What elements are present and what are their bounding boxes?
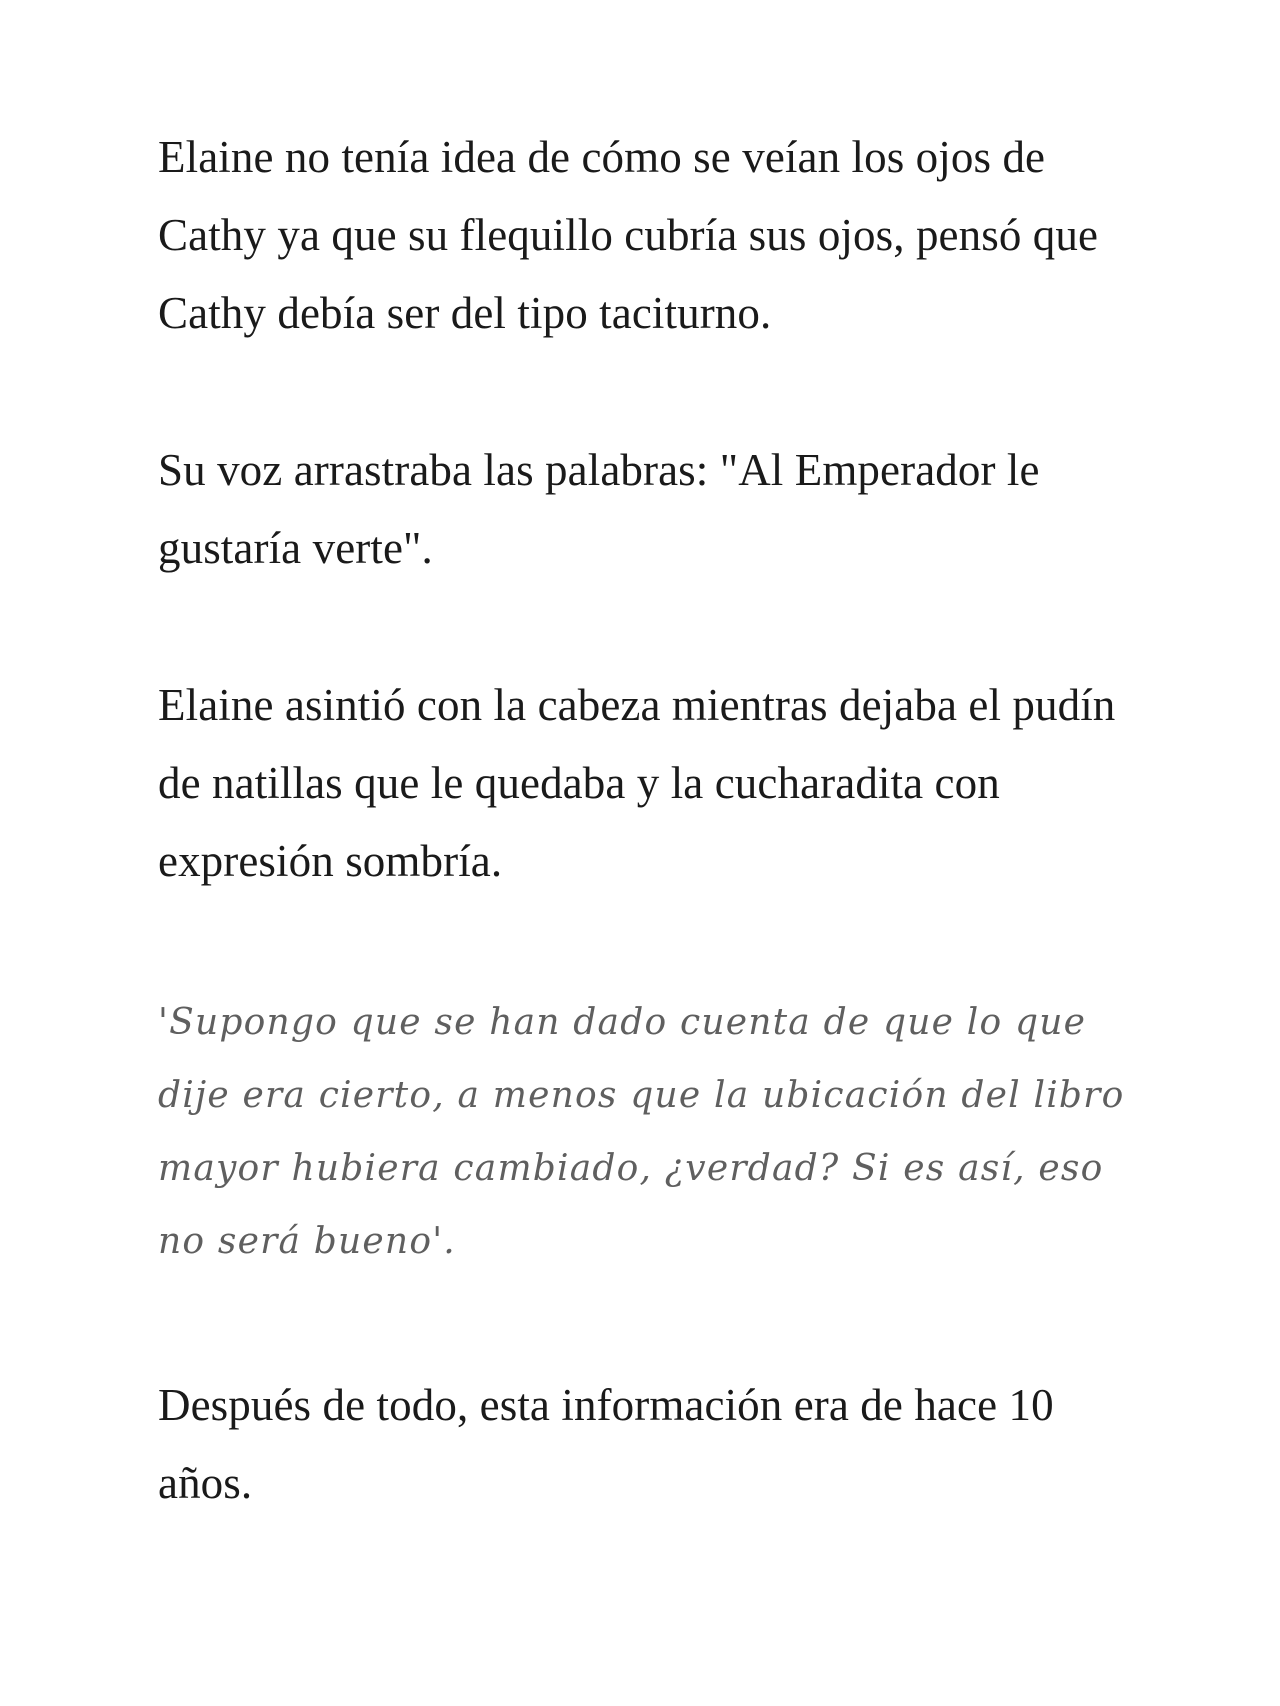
paragraph-ten-years: Después de todo, esta información era de hace 10 años. bbox=[158, 1380, 1054, 1508]
paragraph-cathy-description: Elaine no tenía idea de cómo se veían los ojos de Cathy ya que su flequillo cubría sus ojos, pensó que Cathy debía ser del tipo taciturno. bbox=[158, 132, 1099, 338]
paragraph-elaine-nods: Elaine asintió con la cabeza mientras dejaba el pudín de natillas que le quedaba y la cucharadita con expresión sombría. bbox=[158, 680, 1116, 886]
inner-thought-text: 'Supongo que se han dado cuenta de que lo que dije era cierto, a menos que la ubicación del libro mayor hubiera cambiado, ¿verdad? Si es así, eso no será bueno'. bbox=[158, 1002, 1125, 1262]
story-text-column bbox=[158, 118, 1143, 1522]
paragraph-emperador-request: Su voz arrastraba las palabras: "Al Emperador le gustaría verte". bbox=[158, 445, 1040, 573]
